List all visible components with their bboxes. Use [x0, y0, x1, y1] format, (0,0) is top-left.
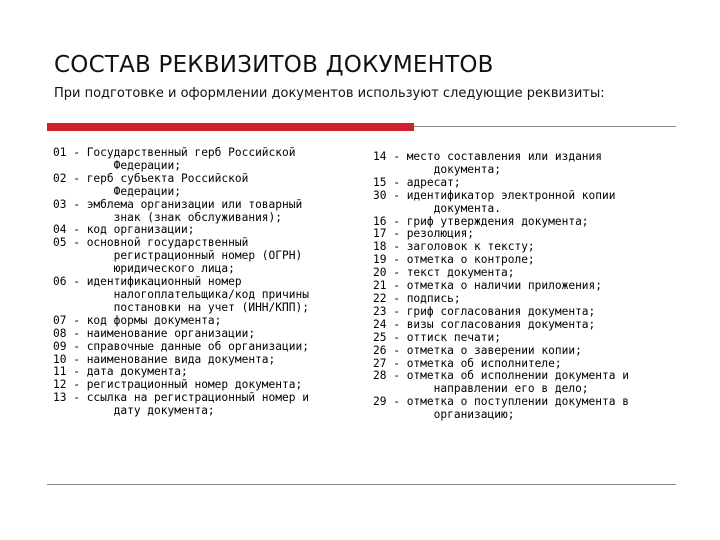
list-item: [53, 392, 363, 418]
item-text: наименование вида документа;: [86, 352, 276, 366]
item-number: 13 -: [53, 391, 87, 405]
item-number: 28 -: [373, 369, 407, 383]
list-item: [373, 151, 673, 177]
list-item: [373, 396, 673, 422]
list-item: [373, 332, 673, 345]
item-text: место составления или издания документа;: [406, 150, 603, 176]
item-text: герб субъекта Российской Федерации;: [86, 171, 249, 198]
list-item: [53, 328, 363, 341]
item-number: 05 -: [53, 236, 87, 250]
item-text: Государственный герб Российской Федерации;: [86, 146, 296, 172]
item-text: регистрационный номер документа;: [86, 378, 303, 392]
item-number: 06 -: [53, 275, 87, 289]
item-number: 08 -: [53, 326, 87, 340]
item-text: идентификационный номер налогоплательщика/код причины постановки на учет (ИНН/КПП);: [86, 275, 309, 314]
item-number: 03 -: [53, 197, 87, 211]
item-text: резолюция;: [406, 227, 475, 241]
list-item: [373, 345, 673, 358]
item-text: текст документа;: [406, 266, 515, 280]
item-text: адресат;: [406, 175, 461, 189]
list-item: [373, 177, 673, 190]
item-number: 24 -: [373, 317, 407, 331]
list-item: [373, 306, 673, 319]
item-number: 14 -: [373, 150, 407, 163]
list-item: [53, 276, 363, 315]
item-text: идентификатор электронной копии документа.: [406, 188, 616, 215]
item-text: отметка об исполнителе;: [406, 356, 562, 370]
item-text: визы согласования документа;: [406, 317, 596, 331]
item-number: 16 -: [373, 214, 407, 228]
item-number: 07 -: [53, 313, 87, 327]
item-number: 10 -: [53, 352, 87, 366]
requisites-list-left: [53, 147, 363, 418]
item-number: 25 -: [373, 330, 407, 344]
item-number: 21 -: [373, 279, 407, 293]
item-number: 23 -: [373, 304, 407, 318]
item-text: оттиск печати;: [406, 330, 501, 344]
item-number: 01 -: [53, 146, 87, 159]
item-text: основной государственный регистрационный номер (ОГРН) юридического лица;: [86, 236, 303, 276]
item-text: дата документа;: [86, 365, 188, 379]
item-text: гриф согласования документа;: [406, 304, 596, 318]
item-number: 20 -: [373, 266, 407, 280]
list-item: [53, 315, 363, 328]
item-text: отметка об исполнении документа и направлении его в дело;: [406, 369, 629, 396]
item-text: гриф утверждения документа;: [406, 214, 589, 228]
item-number: 11 -: [53, 365, 87, 379]
slide-subtitle: При подготовке и оформлении документов используют следующие реквизиты:: [54, 86, 605, 101]
list-item: [373, 190, 673, 216]
item-number: 18 -: [373, 240, 407, 254]
item-number: 15 -: [373, 175, 407, 189]
accent-bar: [47, 123, 414, 131]
item-text: заголовок к тексту;: [406, 240, 535, 254]
item-number: 17 -: [373, 227, 407, 241]
item-text: эмблема организации или товарный знак (знак обслуживания);: [86, 197, 303, 224]
item-number: 29 -: [373, 395, 407, 409]
list-item: [53, 237, 363, 276]
item-number: 12 -: [53, 378, 87, 392]
item-number: 04 -: [53, 223, 87, 237]
item-number: 27 -: [373, 356, 407, 370]
item-number: 30 -: [373, 188, 407, 202]
list-item: [53, 199, 363, 225]
list-item: [53, 147, 363, 173]
item-text: наименование организации;: [86, 326, 256, 340]
requisites-list-right: [373, 151, 673, 422]
item-text: код формы документа;: [86, 313, 222, 327]
list-item: [373, 319, 673, 332]
list-item: [53, 341, 363, 354]
item-number: 26 -: [373, 343, 407, 357]
item-text: отметка о наличии приложения;: [406, 279, 603, 293]
slide-title: СОСТАВ РЕКВИЗИТОВ ДОКУМЕНТОВ: [54, 52, 494, 78]
list-item: [53, 173, 363, 199]
item-text: подпись;: [406, 291, 461, 305]
list-item: [373, 370, 673, 396]
item-number: 02 -: [53, 171, 87, 185]
item-text: отметка о контроле;: [406, 253, 535, 267]
item-text: код организации;: [86, 223, 195, 237]
item-text: отметка о поступлении документа в организацию;: [406, 395, 629, 422]
item-number: 22 -: [373, 291, 407, 305]
item-number: 09 -: [53, 339, 87, 353]
list-item: [373, 293, 673, 306]
item-text: отметка о заверении копии;: [406, 343, 582, 357]
item-text: ссылка на регистрационный номер и дату документа;: [86, 391, 309, 418]
item-number: 19 -: [373, 253, 407, 267]
item-text: справочные данные об организации;: [86, 339, 309, 353]
bottom-divider-line: [47, 484, 676, 485]
